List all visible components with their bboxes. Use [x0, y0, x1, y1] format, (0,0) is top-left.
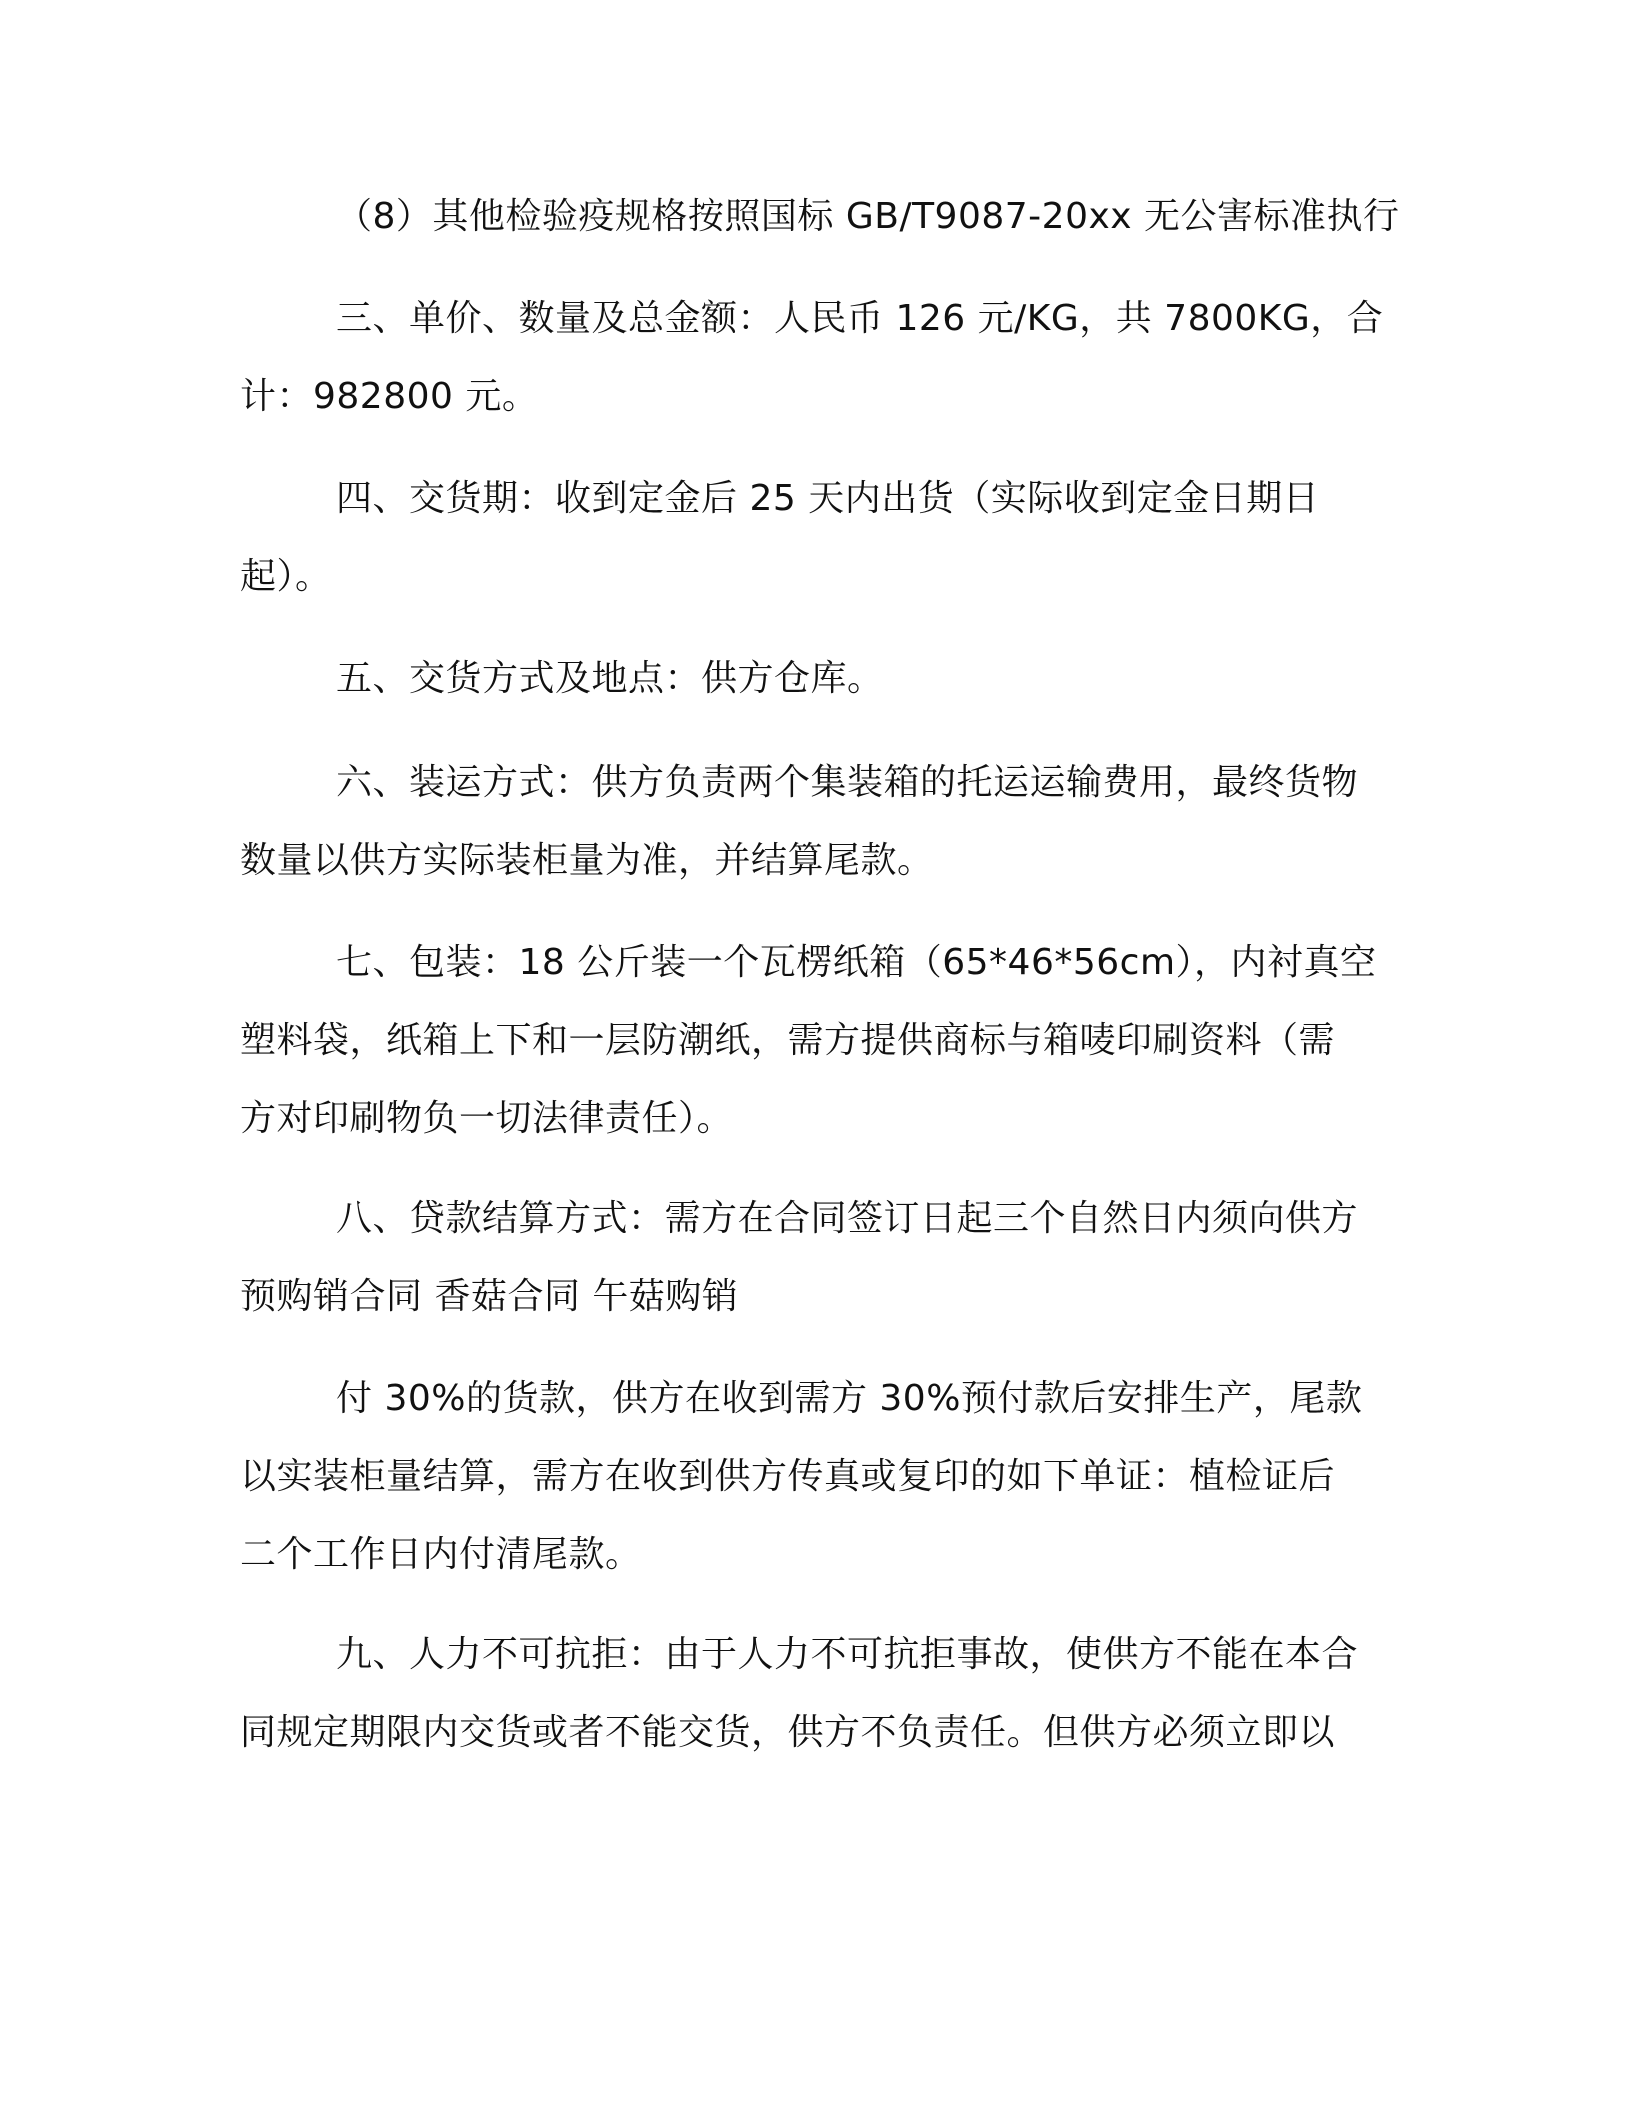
paragraph-line: 七、包装：18 公斤装一个瓦楞纸箱（65*46*56cm），内衬真空: [336, 942, 1377, 983]
paragraph-delivery-period: [240, 460, 1380, 616]
paragraph-price-quantity: [240, 280, 1384, 436]
paragraph-line: 三、单价、数量及总金额：人民币 126 元/KG，共 7800KG，合: [336, 298, 1384, 339]
paragraph-inspection-standard: [240, 178, 1400, 256]
paragraph-line: 预购销合同 香菇合同 午菇购销: [240, 1276, 739, 1317]
paragraph-line: 塑料袋，纸箱上下和一层防潮纸，需方提供商标与箱唛印刷资料（需: [240, 1020, 1336, 1061]
paragraph-line: 四、交货期：收到定金后 25 天内出货（实际收到定金日期日: [336, 478, 1320, 519]
paragraph-line: 方对印刷物负一切法律责任）。: [240, 1098, 734, 1139]
paragraph-line: 以实装柜量结算，需方在收到供方传真或复印的如下单证：植检证后: [240, 1456, 1336, 1497]
paragraph-line: 计：982800 元。: [240, 376, 539, 417]
paragraph-line: 六、装运方式：供方负责两个集装箱的托运运输费用，最终货物: [336, 762, 1359, 803]
paragraph-line: （8）其他检验疫规格按照国标 GB/T9087-20xx 无公害标准执行: [336, 196, 1400, 237]
paragraph-line: 同规定期限内交货或者不能交货，供方不负责任。但供方必须立即以: [240, 1712, 1336, 1753]
paragraph-line: 付 30%的货款，供方在收到需方 30%预付款后安排生产，尾款: [336, 1378, 1363, 1419]
paragraph-delivery-place: [240, 640, 1380, 718]
paragraph-shipping: [240, 744, 1380, 900]
paragraph-line: 五、交货方式及地点：供方仓库。: [336, 658, 884, 699]
paragraph-packaging: [240, 924, 1380, 1158]
paragraph-line: 九、人力不可抗拒：由于人力不可抗拒事故，使供方不能在本合: [336, 1634, 1359, 1675]
paragraph-force-majeure: [240, 1616, 1380, 1772]
paragraph-line: 八、贷款结算方式：需方在合同签订日起三个自然日内须向供方: [336, 1198, 1359, 1239]
paragraph-payment-details: [240, 1360, 1380, 1594]
paragraph-line: 数量以供方实际装柜量为准，并结算尾款。: [240, 840, 934, 881]
paragraph-line: 二个工作日内付清尾款。: [240, 1534, 642, 1575]
paragraph-payment-terms: [240, 1180, 1380, 1336]
paragraph-line: 起）。: [240, 556, 332, 597]
